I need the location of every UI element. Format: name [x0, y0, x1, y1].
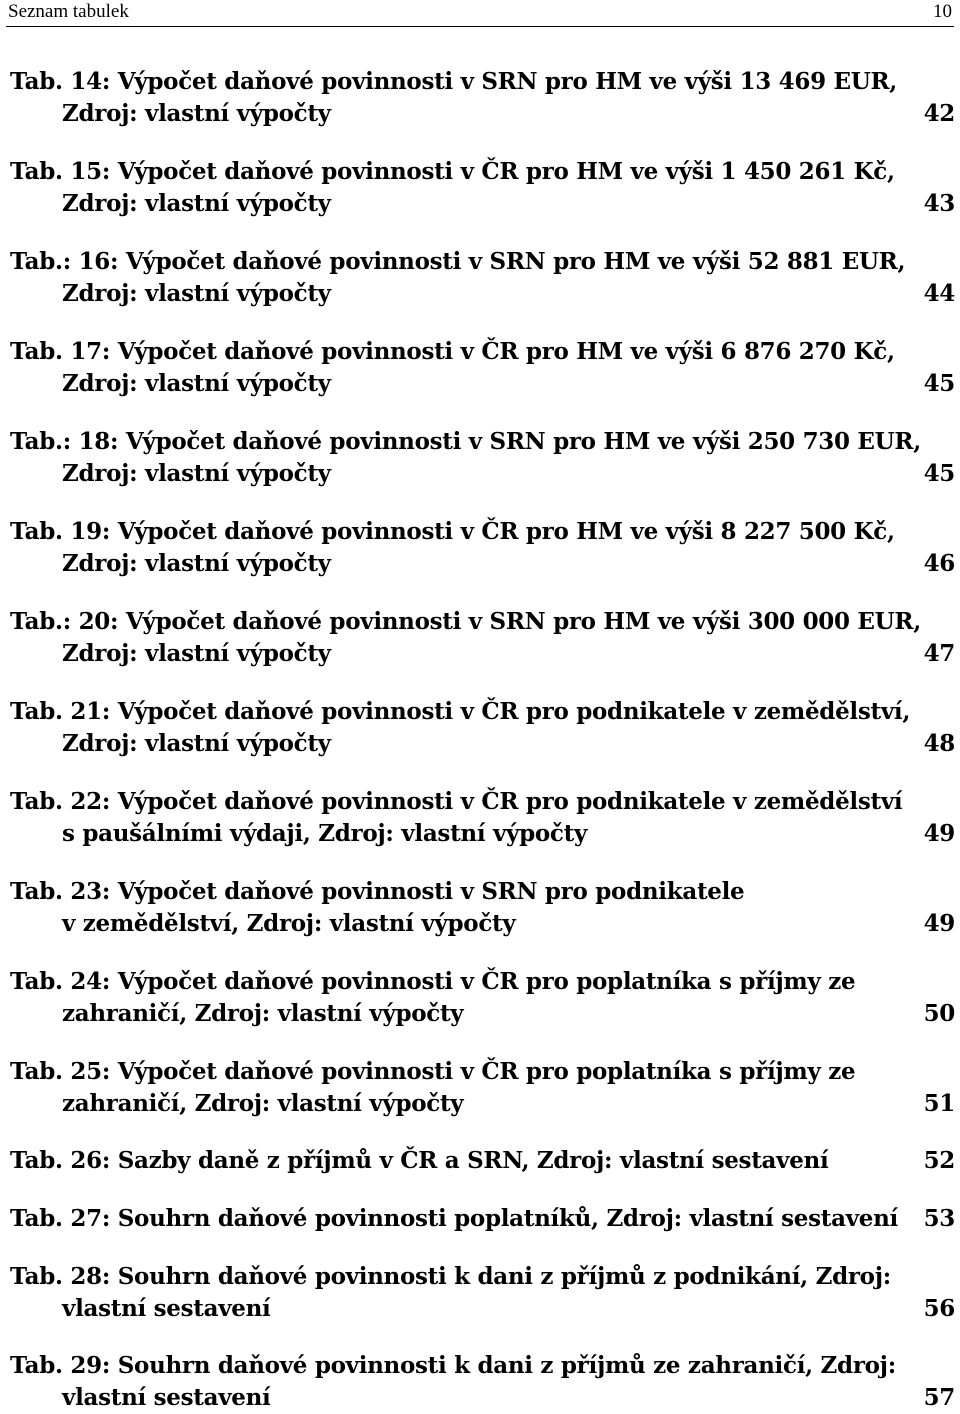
toc-entry[interactable] — [10, 1056, 955, 1120]
toc-entry[interactable] — [10, 156, 955, 220]
toc-entry-source: Zdroj: vlastní výpočty — [62, 550, 331, 577]
toc-entry[interactable] — [10, 1261, 955, 1325]
toc-entry-page: 44 — [923, 280, 955, 307]
toc-entry-page: 50 — [923, 1000, 955, 1027]
toc-entry-title: Tab. 24: Výpočet daňové povinnosti v ČR pro poplatníka s příjmy ze — [10, 968, 856, 995]
toc-entry-title: Tab. 15: Výpočet daňové povinnosti v ČR pro HM ve výši 1 450 261 Kč, — [10, 158, 895, 185]
toc-entry-source: vlastní sestavení — [62, 1384, 271, 1411]
toc-entry[interactable] — [10, 696, 955, 760]
toc-entry-title: Tab. 14: Výpočet daňové povinnosti v SRN pro HM ve výši 13 469 EUR, — [10, 68, 898, 95]
header-title: Seznam tabulek — [8, 1, 129, 22]
toc-entry-page: 45 — [923, 370, 955, 397]
toc-entry[interactable] — [10, 606, 955, 670]
toc-entry-page: 43 — [923, 190, 955, 217]
toc-entry-source: Zdroj: vlastní výpočty — [62, 190, 331, 217]
toc-entry-source: Zdroj: vlastní výpočty — [62, 370, 331, 397]
toc-entry-title: Tab.: 16: Výpočet daňové povinnosti v SRN pro HM ve výši 52 881 EUR, — [10, 248, 906, 275]
toc-entry[interactable] — [10, 1203, 955, 1235]
toc-entry[interactable] — [10, 516, 955, 580]
toc-entry[interactable] — [10, 966, 955, 1030]
toc-entry-page: 45 — [923, 460, 955, 487]
toc-entry-source: zahraničí, Zdroj: vlastní výpočty — [62, 1000, 464, 1027]
page-header — [6, 0, 954, 27]
toc-entry-page: 56 — [923, 1295, 955, 1322]
toc-entry-source: Zdroj: vlastní výpočty — [62, 640, 331, 667]
toc-entry[interactable] — [10, 246, 955, 310]
toc-entry-source: Zdroj: vlastní výpočty — [62, 280, 331, 307]
toc-entry-page: 49 — [923, 820, 955, 847]
toc-entry-title: Tab. 21: Výpočet daňové povinnosti v ČR pro podnikatele v zemědělství, — [10, 698, 911, 725]
toc-entry-title: Tab. 27: Souhrn daňové povinnosti poplatníků, Zdroj: vlastní sestavení — [10, 1205, 898, 1232]
toc-entry-page: 46 — [923, 550, 955, 577]
toc-entry-source: v zemědělství, Zdroj: vlastní výpočty — [62, 910, 516, 937]
toc-entry-title: Tab. 23: Výpočet daňové povinnosti v SRN pro podnikatele — [10, 878, 745, 905]
toc-entry-page: 47 — [923, 640, 955, 667]
toc-entry[interactable] — [10, 876, 955, 940]
toc-entry-page: 52 — [923, 1147, 955, 1174]
toc-entry-source: vlastní sestavení — [62, 1295, 271, 1322]
header-page-number: 10 — [933, 1, 952, 22]
toc-entry[interactable] — [10, 336, 955, 400]
toc-entry-source: Zdroj: vlastní výpočty — [62, 100, 331, 127]
toc-entry-source: zahraničí, Zdroj: vlastní výpočty — [62, 1090, 464, 1117]
toc-entry-source: Zdroj: vlastní výpočty — [62, 730, 331, 757]
toc-entry-source: Zdroj: vlastní výpočty — [62, 460, 331, 487]
toc-entry-page: 57 — [923, 1384, 955, 1411]
toc-entry[interactable] — [10, 66, 955, 130]
toc-entry[interactable] — [10, 426, 955, 490]
toc-entry-page: 42 — [923, 100, 955, 127]
toc-entry-page: 51 — [923, 1090, 955, 1117]
toc-entry-page: 53 — [923, 1205, 955, 1232]
toc-entry[interactable] — [10, 786, 955, 850]
toc-entry-page: 48 — [923, 730, 955, 757]
toc-entry-title: Tab.: 18: Výpočet daňové povinnosti v SRN pro HM ve výši 250 730 EUR, — [10, 428, 921, 455]
toc-entry[interactable] — [10, 1145, 955, 1177]
toc-entry-title: Tab. 28: Souhrn daňové povinnosti k dani z příjmů z podnikání, Zdroj: — [10, 1263, 891, 1290]
toc-entry[interactable] — [10, 1350, 955, 1414]
toc-entry-title: Tab.: 20: Výpočet daňové povinnosti v SRN pro HM ve výši 300 000 EUR, — [10, 608, 921, 635]
toc-entry-title: Tab. 19: Výpočet daňové povinnosti v ČR pro HM ve výši 8 227 500 Kč, — [10, 518, 895, 545]
toc-entry-title: Tab. 25: Výpočet daňové povinnosti v ČR pro poplatníka s příjmy ze — [10, 1058, 856, 1085]
toc-entry-title: Tab. 17: Výpočet daňové povinnosti v ČR pro HM ve výši 6 876 270 Kč, — [10, 338, 895, 365]
toc-entry-title: Tab. 29: Souhrn daňové povinnosti k dani z příjmů ze zahraničí, Zdroj: — [10, 1352, 896, 1379]
toc-entry-source: s paušálními výdaji, Zdroj: vlastní výpočty — [62, 820, 588, 847]
toc-entry-title: Tab. 26: Sazby daně z příjmů v ČR a SRN, Zdroj: vlastní sestavení — [10, 1147, 829, 1174]
toc-entry-page: 49 — [923, 910, 955, 937]
toc-entry-title: Tab. 22: Výpočet daňové povinnosti v ČR pro podnikatele v zemědělství — [10, 788, 903, 815]
